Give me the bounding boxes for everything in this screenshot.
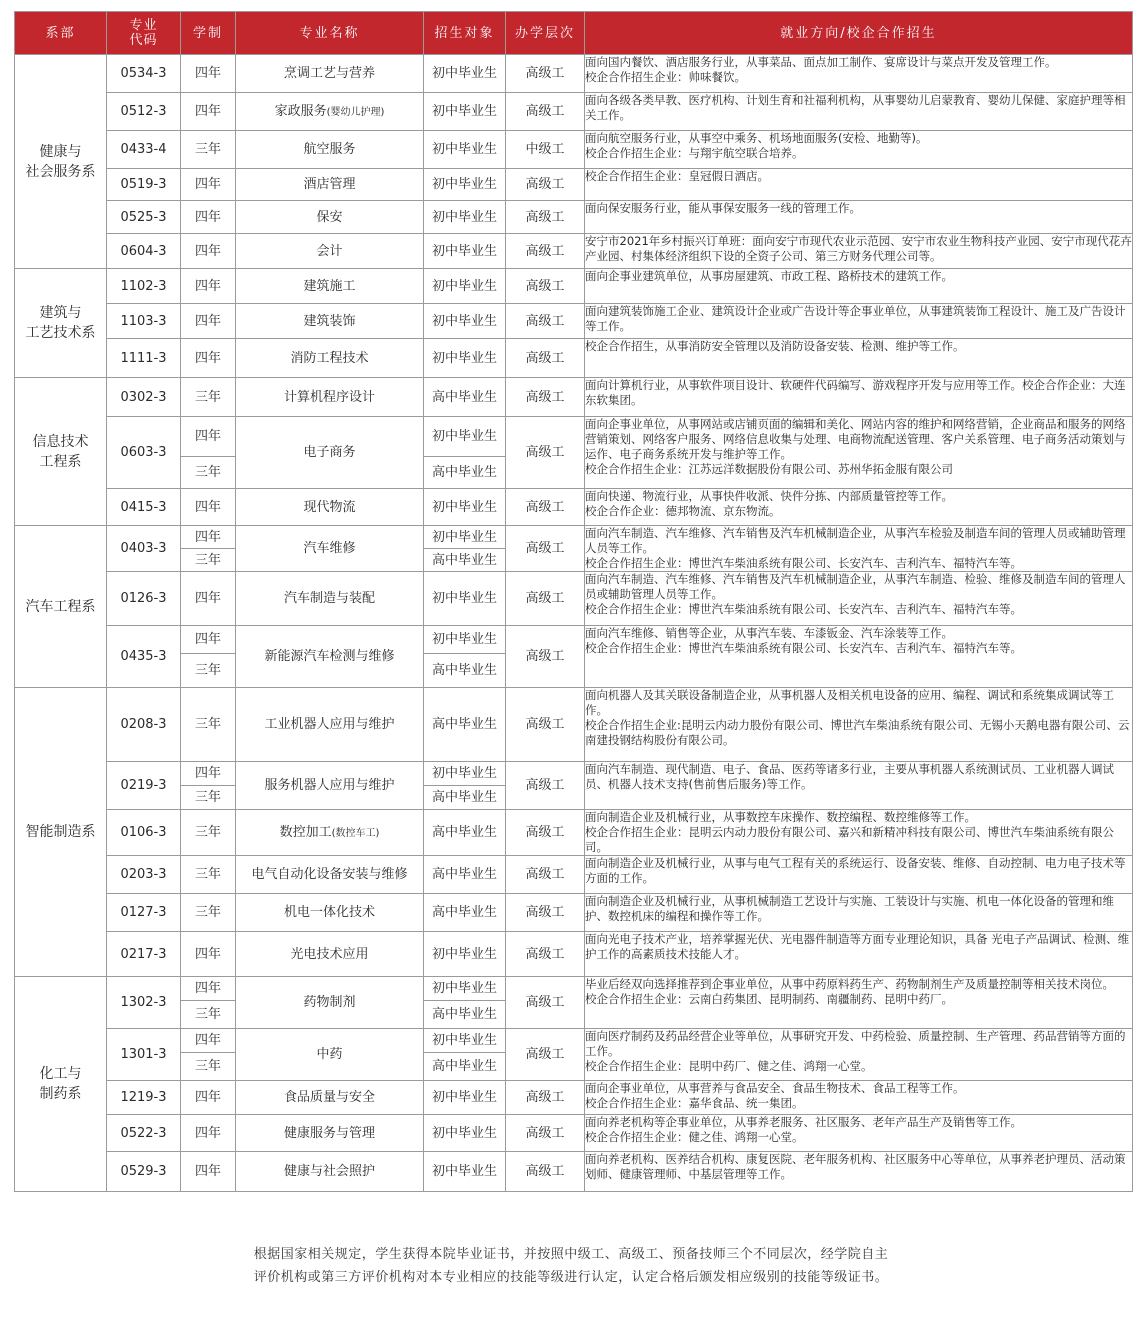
header-dept: 系部 (15, 12, 107, 55)
duration: 四年 (181, 55, 236, 93)
major-name-text: 汽车维修 (303, 541, 356, 556)
target-students: 初中毕业生 (424, 526, 506, 549)
major-name (236, 856, 424, 894)
major-code: 0512-3 (107, 93, 181, 131)
employment-direction: 面向光电子技术产业，培养掌握光伏、光电器件制造等方面专业理论知识，具备 光电子产品调试、检测、维护工作的高素质技术技能人才。 (585, 932, 1133, 977)
major-code: 0534-3 (107, 55, 181, 93)
duration: 四年 (181, 417, 236, 457)
education-level: 高级工 (506, 1152, 585, 1192)
employment-direction: 面向养老机构、医养结合机构、康复医院、老年服务机构、社区服务中心等单位，从事养老护理员、活动策划师、健康管理师、中基层管理等工作。 (585, 1152, 1133, 1192)
table-row (15, 856, 1133, 894)
major-name-text: 现代物流 (303, 499, 356, 515)
target-students: 初中毕业生 (424, 339, 506, 378)
major-name (236, 626, 424, 688)
education-level: 高级工 (506, 977, 585, 1029)
major-name (236, 234, 424, 269)
duration: 三年 (181, 457, 236, 489)
employment-direction: 面向医疗制药及药品经营企业等单位，从事研究开发、中药检验、质量控制、生产管理、药品营销等方面的工作。 校企合作招生企业：昆明中药厂、健之佳、鸿翔一心堂。 (585, 1029, 1133, 1081)
employment-direction: 面向汽车维修、销售等企业，从事汽车装、车漆钣金、汽车涂装等工作。 校企合作招生企业：博世汽车柴油系统有限公司、长安汽车、吉利汽车、福特汽车等。 (585, 626, 1133, 688)
major-name (236, 339, 424, 378)
table-row (15, 417, 1133, 457)
major-name (236, 1081, 424, 1115)
employment-direction: 面向汽车制造、现代制造、电子、食品、医药等诸多行业，主要从事机器人系统测试员、工业机器人调试员、机器人技术支持(售前售后服务)等工作。 (585, 762, 1133, 810)
target-students: 初中毕业生 (424, 269, 506, 304)
duration: 三年 (181, 1001, 236, 1029)
majors-table (14, 11, 1133, 1192)
duration: 三年 (181, 856, 236, 894)
table-row (15, 932, 1133, 977)
education-level: 高级工 (506, 856, 585, 894)
duration: 四年 (181, 1115, 236, 1152)
target-students: 初中毕业生 (424, 169, 506, 201)
employment-direction: 面向机器人及其关联设备制造企业，从事机器人及相关机电设备的应用、编程、调试和系统集成调试等工作。 校企合作招生企业:昆明云内动力股份有限公司、博世汽车柴油系统有限公司、无锡小天鹅电器有限公司、云南建投钢结构股份有限公司。 (585, 688, 1133, 762)
target-students: 初中毕业生 (424, 304, 506, 339)
major-code: 0435-3 (107, 626, 181, 688)
employment-direction: 面向汽车制造、汽车维修、汽车销售及汽车机械制造企业，从事汽车制造、检验、维修及制造车间的管理人员或辅助管理人员等工作。 校企合作招生企业：博世汽车柴油系统有限公司、长安汽车、吉利汽车、福特汽车等。 (585, 572, 1133, 626)
table-row (15, 688, 1133, 762)
header-code: 专业 代码 (107, 12, 181, 55)
target-students: 初中毕业生 (424, 131, 506, 169)
education-level: 高级工 (506, 762, 585, 810)
target-students: 高中毕业生 (424, 856, 506, 894)
footer-line-2: 评价机构或第三方评价机构对本专业相应的技能等级进行认定，认定合格后颁发相应级别的技能等级证书。 (253, 1270, 889, 1285)
major-code: 0519-3 (107, 169, 181, 201)
major-name-text: 家政服务 (274, 103, 327, 119)
major-name (236, 810, 424, 856)
target-students: 初中毕业生 (424, 572, 506, 626)
footer-note (0, 1243, 1142, 1289)
duration: 三年 (181, 549, 236, 572)
employment-direction: 面向企事业单位，从事网站或店铺页面的编辑和美化、网站内容的维护和网络营销，企业商品和服务的网络营销策划、网络客户服务、网络信息收集与处理、电商物流配送管理、客户关系管理、电子商务活动策划与运作、电子商务系统开发与维护等工作。 校企合作招生企业：江苏远洋数据股份有限公司、苏州华拓金服有限公司 (585, 417, 1133, 489)
table-row (15, 526, 1133, 549)
major-name (236, 1115, 424, 1152)
employment-direction: 面向建筑装饰施工企业、建筑设计企业或广告设计等企事业单位，从事建筑装饰工程设计、施工及广告设计等工作。 (585, 304, 1133, 339)
table-row (15, 626, 1133, 654)
major-code: 0403-3 (107, 526, 181, 572)
major-name-text: 药物制剂 (303, 995, 356, 1010)
major-name (236, 269, 424, 304)
target-students: 初中毕业生 (424, 489, 506, 526)
duration: 三年 (181, 688, 236, 762)
major-code: 0127-3 (107, 894, 181, 932)
major-name (236, 894, 424, 932)
target-students: 高中毕业生 (424, 378, 506, 417)
major-name (236, 93, 424, 131)
table-row (15, 810, 1133, 856)
major-code: 1301-3 (107, 1029, 181, 1081)
education-level: 高级工 (506, 201, 585, 234)
header-level: 办学层次 (506, 12, 585, 55)
target-students: 初中毕业生 (424, 234, 506, 269)
target-students: 初中毕业生 (424, 1152, 506, 1192)
major-name-text: 工业机器人应用与维护 (264, 717, 395, 732)
major-name (236, 304, 424, 339)
target-students: 高中毕业生 (424, 1053, 506, 1081)
employment-direction: 面向各级各类早教、医疗机构、计划生育和社福利机构，从事婴幼儿启蒙教育、婴幼儿保健、家庭护理等相关工作。 (585, 93, 1133, 131)
duration: 四年 (181, 339, 236, 378)
table-row (15, 201, 1133, 234)
duration: 四年 (181, 932, 236, 977)
education-level: 高级工 (506, 234, 585, 269)
header-target: 招生对象 (424, 12, 506, 55)
duration: 三年 (181, 810, 236, 856)
duration: 四年 (181, 304, 236, 339)
duration: 三年 (181, 1053, 236, 1081)
table-row (15, 339, 1133, 378)
target-students: 初中毕业生 (424, 932, 506, 977)
duration: 四年 (181, 572, 236, 626)
target-students: 高中毕业生 (424, 457, 506, 489)
major-name-text: 建筑施工 (303, 278, 356, 294)
table-row (15, 169, 1133, 201)
major-name (236, 572, 424, 626)
major-code: 1103-3 (107, 304, 181, 339)
education-level: 高级工 (506, 526, 585, 572)
major-code: 1102-3 (107, 269, 181, 304)
employment-direction: 面向制造企业及机械行业，从事机械制造工艺设计与实施、工装设计与实施、机电一体化设备的管理和维护、数控机床的编程和操作等工作。 (585, 894, 1133, 932)
table-row (15, 378, 1133, 417)
major-name-text: 烹调工艺与营养 (283, 66, 375, 81)
duration: 三年 (181, 786, 236, 810)
duration: 四年 (181, 269, 236, 304)
education-level: 高级工 (506, 1115, 585, 1152)
major-code: 0203-3 (107, 856, 181, 894)
education-level: 中级工 (506, 131, 585, 169)
education-level: 高级工 (506, 269, 585, 304)
major-code: 1302-3 (107, 977, 181, 1029)
major-name (236, 932, 424, 977)
target-students: 初中毕业生 (424, 1115, 506, 1152)
duration: 四年 (181, 977, 236, 1001)
major-code: 0302-3 (107, 378, 181, 417)
major-code: 0415-3 (107, 489, 181, 526)
target-students: 初中毕业生 (424, 55, 506, 93)
major-name-text: 食品质量与安全 (283, 1090, 375, 1105)
major-code: 1111-3 (107, 339, 181, 378)
table-row (15, 489, 1133, 526)
department-cell: 建筑与 工艺技术系 (15, 269, 107, 378)
major-name-text: 汽车制造与装配 (283, 591, 375, 606)
table-row (15, 572, 1133, 626)
major-name (236, 762, 424, 810)
employment-direction: 面向制造企业及机械行业，从事数控车床操作、数控编程、数控维修等工作。 校企合作招生企业：昆明云内动力股份有限公司、嘉兴和新精冲科技有限公司、博世汽车柴油系统有限公司。 (585, 810, 1133, 856)
duration: 三年 (181, 131, 236, 169)
duration: 四年 (181, 169, 236, 201)
employment-direction: 面向计算机行业，从事软件项目设计、软硬件代码编写、游戏程序开发与应用等工作。校企合作企业：大连东软集团。 (585, 378, 1133, 417)
table-row (15, 1152, 1133, 1192)
footer-line-1: 根据国家相关规定，学生获得本院毕业证书，并按照中级工、高级工、预备技师三个不同层次，经学院自主 (253, 1247, 889, 1262)
major-name-text: 新能源汽车检测与维修 (264, 649, 395, 664)
education-level: 高级工 (506, 1081, 585, 1115)
major-name-note: (婴幼儿护理) (326, 106, 385, 118)
employment-direction: 校企合作招生企业：皇冠假日酒店。 (585, 169, 1133, 201)
major-code: 0433-4 (107, 131, 181, 169)
target-students: 初中毕业生 (424, 1081, 506, 1115)
target-students: 初中毕业生 (424, 93, 506, 131)
duration: 四年 (181, 234, 236, 269)
major-name-text: 数控加工 (279, 824, 332, 840)
education-level: 高级工 (506, 378, 585, 417)
duration: 四年 (181, 489, 236, 526)
header-duration: 学制 (181, 12, 236, 55)
target-students: 高中毕业生 (424, 688, 506, 762)
major-name (236, 201, 424, 234)
target-students: 初中毕业生 (424, 762, 506, 786)
department-cell: 健康与 社会服务系 (15, 55, 107, 269)
table-row (15, 894, 1133, 932)
target-students: 高中毕业生 (424, 654, 506, 688)
major-name-note: (数控车工) (331, 827, 380, 839)
major-code: 0603-3 (107, 417, 181, 489)
duration: 四年 (181, 93, 236, 131)
major-name-text: 酒店管理 (303, 177, 356, 192)
major-name (236, 977, 424, 1029)
major-name (236, 378, 424, 417)
employment-direction: 校企合作招生，从事消防安全管理以及消防设备安装、检测、维护等工作。 (585, 339, 1133, 378)
table-row (15, 55, 1133, 93)
education-level: 高级工 (506, 489, 585, 526)
major-code: 0529-3 (107, 1152, 181, 1192)
education-level: 高级工 (506, 572, 585, 626)
employment-direction: 面向航空服务行业，从事空中乘务、机场地面服务(安检、地勤等)。 校企合作招生企业：与翔宇航空联合培养。 (585, 131, 1133, 169)
duration: 四年 (181, 1081, 236, 1115)
target-students: 高中毕业生 (424, 810, 506, 856)
target-students: 初中毕业生 (424, 417, 506, 457)
employment-direction: 面向制造企业及机械行业，从事与电气工程有关的系统运行、设备安装、维修、自动控制、电力电子技术等方面的工作。 (585, 856, 1133, 894)
table-row (15, 269, 1133, 304)
major-name (236, 417, 424, 489)
employment-direction: 安宁市2021年乡村振兴订单班：面向安宁市现代农业示范园、安宁市农业生物科技产业园、安宁市现代花卉产业园、村集体经济组织下设的全资子公司、第三方财务代理公司等。 (585, 234, 1133, 269)
employment-direction: 面向快递、物流行业，从事快件收派、快件分拣、内部质量管控等工作。 校企合作企业：德邦物流、京东物流。 (585, 489, 1133, 526)
education-level: 高级工 (506, 417, 585, 489)
target-students: 初中毕业生 (424, 1029, 506, 1053)
table-row (15, 234, 1133, 269)
major-name (236, 1029, 424, 1081)
education-level: 高级工 (506, 894, 585, 932)
duration: 四年 (181, 526, 236, 549)
table-row (15, 977, 1133, 1001)
major-name-text: 计算机程序设计 (283, 389, 375, 405)
education-level: 高级工 (506, 169, 585, 201)
department-cell: 化工与 制药系 (15, 977, 107, 1192)
education-level: 高级工 (506, 932, 585, 977)
target-students: 高中毕业生 (424, 786, 506, 810)
education-level: 高级工 (506, 304, 585, 339)
duration: 四年 (181, 626, 236, 654)
major-name (236, 526, 424, 572)
department-cell: 信息技术 工程系 (15, 378, 107, 526)
table-row (15, 762, 1133, 786)
major-name-text: 航空服务 (303, 142, 356, 157)
education-level: 高级工 (506, 93, 585, 131)
major-name-text: 保安 (316, 209, 343, 225)
table-row (15, 93, 1133, 131)
major-code: 0219-3 (107, 762, 181, 810)
major-name-text: 消防工程技术 (290, 350, 369, 366)
duration: 三年 (181, 654, 236, 688)
major-name (236, 489, 424, 526)
major-name-text: 健康服务与管理 (283, 1125, 375, 1141)
major-code: 0525-3 (107, 201, 181, 234)
table-row (15, 304, 1133, 339)
target-students: 高中毕业生 (424, 1001, 506, 1029)
education-level: 高级工 (506, 810, 585, 856)
major-name-text: 健康与社会照护 (283, 1164, 375, 1179)
department-cell: 智能制造系 (15, 688, 107, 977)
major-name-text: 电气自动化设备安装与维修 (251, 867, 408, 882)
employment-direction: 面向国内餐饮、酒店服务行业，从事菜品、面点加工制作、宴席设计与菜点开发及管理工作。 校企合作招生企业：帅味餐饮。 (585, 55, 1133, 93)
major-name-text: 服务机器人应用与维护 (264, 778, 395, 793)
employment-direction: 面向养老机构等企事业单位，从事养老服务、社区服务、老年产品生产及销售等工作。 校企合作招生企业：健之佳、鸿翔一心堂。 (585, 1115, 1133, 1152)
major-code: 0217-3 (107, 932, 181, 977)
major-name (236, 131, 424, 169)
target-students: 初中毕业生 (424, 977, 506, 1001)
education-level: 高级工 (506, 339, 585, 378)
major-name-text: 会计 (316, 243, 343, 259)
major-code: 0522-3 (107, 1115, 181, 1152)
header-major: 专业名称 (236, 12, 424, 55)
major-code: 1219-3 (107, 1081, 181, 1115)
major-name (236, 55, 424, 93)
table-body (15, 55, 1133, 1192)
table-row (15, 1115, 1133, 1152)
education-level: 高级工 (506, 55, 585, 93)
major-name (236, 688, 424, 762)
major-name (236, 169, 424, 201)
employment-direction: 面向企事业单位，从事营养与食品安全、食品生物技术、食品工程等工作。 校企合作招生企业：嘉华食品、统一集团。 (585, 1081, 1133, 1115)
education-level: 高级工 (506, 1029, 585, 1081)
table-row (15, 131, 1133, 169)
duration: 三年 (181, 894, 236, 932)
target-students: 初中毕业生 (424, 201, 506, 234)
target-students: 高中毕业生 (424, 549, 506, 572)
education-level: 高级工 (506, 688, 585, 762)
major-name-text: 光电技术应用 (290, 946, 369, 962)
duration: 四年 (181, 1029, 236, 1053)
department-cell: 汽车工程系 (15, 526, 107, 688)
table-header-row (15, 12, 1133, 55)
major-name-text: 中药 (316, 1047, 343, 1062)
major-name-text: 机电一体化技术 (283, 905, 375, 920)
table-row (15, 1029, 1133, 1053)
major-name-text: 电子商务 (303, 445, 356, 460)
duration: 四年 (181, 201, 236, 234)
major-code: 0106-3 (107, 810, 181, 856)
table-row (15, 1081, 1133, 1115)
duration: 四年 (181, 762, 236, 786)
duration: 四年 (181, 1152, 236, 1192)
employment-direction: 毕业后经双向选择推荐到企事业单位，从事中药原料药生产、药物制剂生产及质量控制等相关技术岗位。 校企合作招生企业：云南白药集团、昆明制药、南疆制药、昆明中药厂。 (585, 977, 1133, 1029)
major-name (236, 1152, 424, 1192)
duration: 三年 (181, 378, 236, 417)
employment-direction: 面向企事业建筑单位，从事房屋建筑、市政工程、路桥技术的建筑工作。 (585, 269, 1133, 304)
header-direction: 就业方向/校企合作招生 (585, 12, 1133, 55)
education-level: 高级工 (506, 626, 585, 688)
major-code: 0604-3 (107, 234, 181, 269)
employment-direction: 面向保安服务行业，能从事保安服务一线的管理工作。 (585, 201, 1133, 234)
target-students: 高中毕业生 (424, 894, 506, 932)
major-name-text: 建筑装饰 (303, 313, 356, 329)
employment-direction: 面向汽车制造、汽车维修、汽车销售及汽车机械制造企业，从事汽车检验及制造车间的管理人员或辅助管理人员等工作。 校企合作招生企业：博世汽车柴油系统有限公司、长安汽车、吉利汽车、福特汽车等。 (585, 526, 1133, 572)
target-students: 初中毕业生 (424, 626, 506, 654)
major-code: 0126-3 (107, 572, 181, 626)
major-code: 0208-3 (107, 688, 181, 762)
